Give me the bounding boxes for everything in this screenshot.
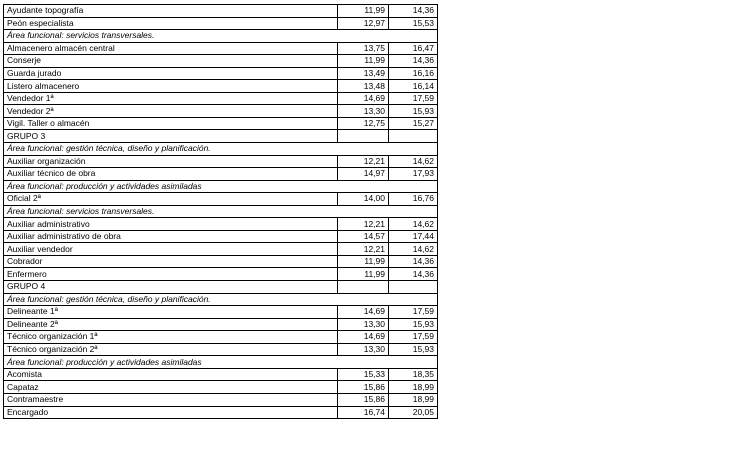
value-2-cell: 17,59 (389, 331, 438, 344)
category-name-cell: Técnico organización 1ª (4, 331, 338, 344)
category-name-cell: Peón especialista (4, 17, 338, 30)
table-row (4, 381, 438, 394)
value-1-cell: 13,48 (338, 80, 389, 93)
salary-table (3, 4, 438, 419)
value-2-cell: 15,27 (389, 117, 438, 130)
table-row (4, 243, 438, 256)
category-name-cell: Delineante 1ª (4, 306, 338, 319)
section-header-row (4, 356, 438, 369)
group-row (4, 281, 438, 294)
value-1-cell: 16,74 (338, 406, 389, 419)
value-1-cell: 11,99 (338, 255, 389, 268)
category-name-cell: Encargado (4, 406, 338, 419)
category-name-cell: Contramaestre (4, 393, 338, 406)
value-1-cell: 12,21 (338, 155, 389, 168)
group-row (4, 130, 438, 143)
category-name-cell: Guarda jurado (4, 67, 338, 80)
section-header-cell: Área funcional: producción y actividades asimiladas (4, 180, 438, 193)
value-1-cell: 12,21 (338, 243, 389, 256)
value-2-cell (389, 281, 438, 294)
group-name-cell: GRUPO 3 (4, 130, 338, 143)
value-2-cell: 20,05 (389, 406, 438, 419)
category-name-cell: Vigil. Taller o almacén (4, 117, 338, 130)
table-row (4, 5, 438, 18)
value-2-cell: 18,99 (389, 393, 438, 406)
value-1-cell: 14,69 (338, 92, 389, 105)
value-1-cell: 14,69 (338, 331, 389, 344)
value-1-cell: 13,49 (338, 67, 389, 80)
section-header-cell: Área funcional: servicios transversales. (4, 30, 438, 43)
value-1-cell: 15,33 (338, 368, 389, 381)
value-2-cell: 14,36 (389, 255, 438, 268)
table-row (4, 343, 438, 356)
section-header-row (4, 30, 438, 43)
category-name-cell: Cobrador (4, 255, 338, 268)
category-name-cell: Delineante 2ª (4, 318, 338, 331)
section-header-row (4, 205, 438, 218)
value-2-cell: 15,53 (389, 17, 438, 30)
table-row (4, 67, 438, 80)
value-2-cell: 15,93 (389, 318, 438, 331)
section-header-row (4, 143, 438, 156)
value-2-cell (389, 130, 438, 143)
value-2-cell: 17,59 (389, 306, 438, 319)
table-row (4, 105, 438, 118)
value-1-cell: 14,69 (338, 306, 389, 319)
value-2-cell: 16,16 (389, 67, 438, 80)
category-name-cell: Vendedor 1ª (4, 92, 338, 105)
table-row (4, 393, 438, 406)
value-1-cell: 14,57 (338, 230, 389, 243)
value-1-cell: 15,86 (338, 393, 389, 406)
value-2-cell: 15,93 (389, 343, 438, 356)
value-1-cell: 14,97 (338, 168, 389, 181)
table-row (4, 230, 438, 243)
table-row (4, 268, 438, 281)
table-row (4, 92, 438, 105)
table-row (4, 255, 438, 268)
value-2-cell: 14,62 (389, 243, 438, 256)
value-1-cell: 12,21 (338, 218, 389, 231)
table-row (4, 406, 438, 419)
table-row (4, 80, 438, 93)
value-2-cell: 18,99 (389, 381, 438, 394)
value-2-cell: 16,76 (389, 193, 438, 206)
table-row (4, 218, 438, 231)
group-name-cell: GRUPO 4 (4, 281, 338, 294)
value-2-cell: 16,14 (389, 80, 438, 93)
category-name-cell: Auxiliar vendedor (4, 243, 338, 256)
value-1-cell: 14,00 (338, 193, 389, 206)
value-2-cell: 15,93 (389, 105, 438, 118)
category-name-cell: Conserje (4, 55, 338, 68)
category-name-cell: Listero almacenero (4, 80, 338, 93)
table-row (4, 17, 438, 30)
section-header-cell: Área funcional: gestión técnica, diseño y planificación. (4, 293, 438, 306)
value-1-cell: 12,75 (338, 117, 389, 130)
section-header-cell: Área funcional: servicios transversales. (4, 205, 438, 218)
value-1-cell: 13,30 (338, 343, 389, 356)
value-2-cell: 17,44 (389, 230, 438, 243)
category-name-cell: Técnico organización 2ª (4, 343, 338, 356)
section-header-row (4, 293, 438, 306)
value-2-cell: 14,36 (389, 5, 438, 18)
value-1-cell (338, 281, 389, 294)
category-name-cell: Auxiliar organización (4, 155, 338, 168)
value-1-cell: 11,99 (338, 55, 389, 68)
value-1-cell: 12,97 (338, 17, 389, 30)
value-1-cell: 15,86 (338, 381, 389, 394)
salary-table-body (4, 5, 438, 419)
value-2-cell: 16,47 (389, 42, 438, 55)
value-1-cell: 11,99 (338, 5, 389, 18)
category-name-cell: Oficial 2ª (4, 193, 338, 206)
table-row (4, 331, 438, 344)
table-row (4, 168, 438, 181)
category-name-cell: Enfermero (4, 268, 338, 281)
table-row (4, 193, 438, 206)
value-1-cell: 13,30 (338, 318, 389, 331)
table-row (4, 155, 438, 168)
category-name-cell: Auxiliar técnico de obra (4, 168, 338, 181)
category-name-cell: Vendedor 2ª (4, 105, 338, 118)
value-1-cell: 13,75 (338, 42, 389, 55)
value-2-cell: 14,62 (389, 155, 438, 168)
category-name-cell: Almacenero almacén central (4, 42, 338, 55)
category-name-cell: Ayudante topografía (4, 5, 338, 18)
category-name-cell: Auxiliar administrativo de obra (4, 230, 338, 243)
value-1-cell: 11,99 (338, 268, 389, 281)
value-1-cell: 13,30 (338, 105, 389, 118)
table-row (4, 117, 438, 130)
value-2-cell: 17,93 (389, 168, 438, 181)
value-1-cell (338, 130, 389, 143)
value-2-cell: 14,36 (389, 55, 438, 68)
table-row (4, 368, 438, 381)
table-row (4, 42, 438, 55)
category-name-cell: Auxiliar administrativo (4, 218, 338, 231)
category-name-cell: Acomista (4, 368, 338, 381)
table-row (4, 306, 438, 319)
value-2-cell: 18,35 (389, 368, 438, 381)
value-2-cell: 14,36 (389, 268, 438, 281)
section-header-cell: Área funcional: gestión técnica, diseño y planificación. (4, 143, 438, 156)
section-header-row (4, 180, 438, 193)
value-2-cell: 17,59 (389, 92, 438, 105)
value-2-cell: 14,62 (389, 218, 438, 231)
table-row (4, 55, 438, 68)
section-header-cell: Área funcional: producción y actividades asimiladas (4, 356, 438, 369)
category-name-cell: Capataz (4, 381, 338, 394)
table-row (4, 318, 438, 331)
